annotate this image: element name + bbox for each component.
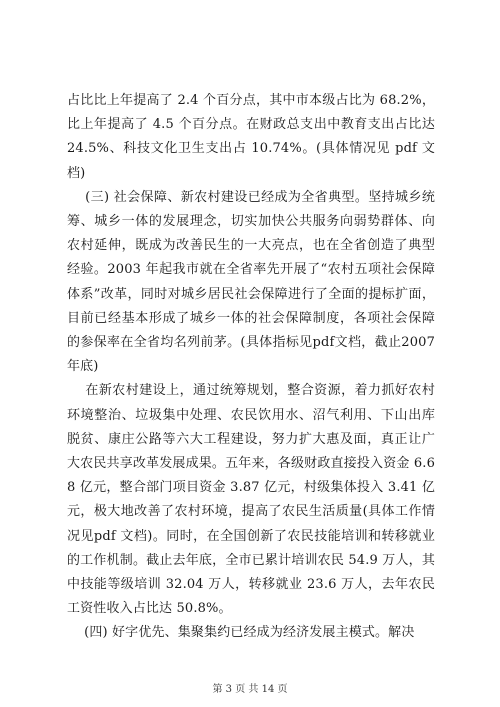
document-body: [67, 89, 440, 646]
paragraph-economic-mode: (四) 好字优先、集聚集约已经成为经济发展主模式。解决: [67, 625, 415, 641]
paragraph-social-security: (三) 社会保障、新农村建设已经成为全省典型。坚持城乡统筹、城乡一体的发展理念，切实加快公共服务向弱势群体、向农村延伸，既成为改善民生的一大亮点，也在全省创造了典型经验。2003 年起我市就在全省率先开展了“农村五项社会保障体系”改革，同时对城乡居民社会保障进行了全面的提标扩面，目前已经基本形成了城乡一体的社会保障制度，各项社会保障的参保率在全省均名列前茅。(具体指标见pdf文档，截止2007年底): [67, 189, 435, 375]
page-footer: 第 3 页 共 14 页: [212, 684, 288, 695]
paragraph-new-countryside: 在新农村建设上，通过统筹规划，整合资源，着力抓好农村环境整治、垃圾集中处理、农民饮用水、沼气利用、下山出库脱贫、康庄公路等六大工程建设，努力扩大惠及面，真正让广大农民共享改革发展成果。五年来，各级财政直接投入资金 6.68 亿元，整合部门项目资金 3.87 亿元，村级集体投入 3.41 亿元，极大地改善了农村环境，提高了农民生活质量(具体工作情况见pdf 文档)。同时，在全国创新了农民技能培训和转移就业的工作机制。截止去年底，全市已累计培训农民 54.9 万人，其中技能等级培训 32.04 万人，转移就业 23.6 万人，去年农民工资性收入占比达 50.8%。: [67, 383, 435, 617]
paragraph-fiscal-spending: 占比比上年提高了 2.4 个百分点，其中市本级占比为 68.2%，比上年提高了 4.5 个百分点。在财政总支出中教育支出占比达 24.5%、科技文化卫生支出占 10.74%。(具体情况见 pdf 文档): [67, 93, 440, 181]
